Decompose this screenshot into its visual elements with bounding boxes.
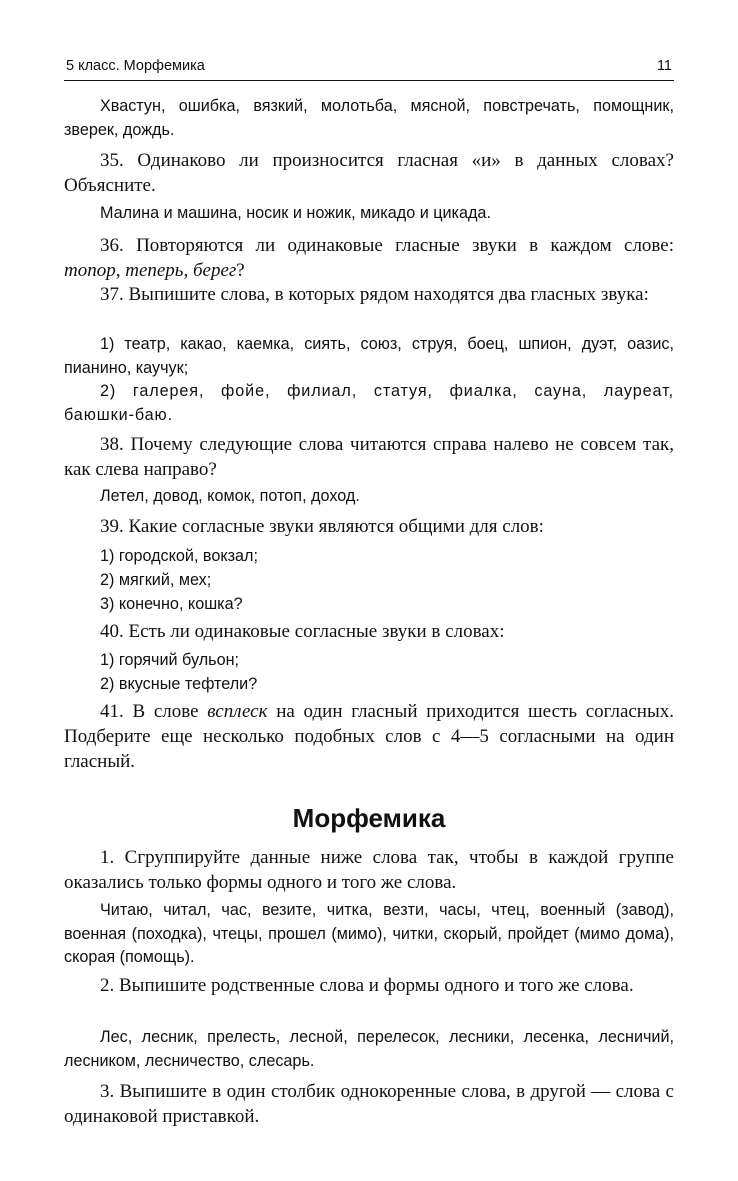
morphemics-question-3: 3. Выпишите в один столбик однокоренные слова, в другой — слова с одинаковой приставкой. <box>64 1081 674 1127</box>
running-header <box>64 56 674 81</box>
question-38: 38. Почему следующие слова читаются справа налево не совсем так, как слева направо? <box>64 434 674 480</box>
list-item: 3) конечно, кошка? <box>100 595 243 613</box>
question-40-list <box>64 648 674 696</box>
question-41-word: всплеск <box>207 701 268 722</box>
example-words: Хвастун, ошибка, вязкий, молотьба, мясной, повстречать, помощник, зверек, дождь. <box>64 97 674 139</box>
question-36-end: ? <box>236 260 245 281</box>
question-35: 35. Одинаково ли произносится гласная «и» в данных словах? Объясните. <box>64 150 674 196</box>
example-words: Лес, лесник, прелесть, лесной, перелесок, лесники, лесенка, лесничий, лесником, лесничество, слесарь. <box>64 1028 674 1070</box>
list-item: 1) горячий бульон; <box>100 651 240 669</box>
page-number: 11 <box>656 58 672 74</box>
word-list-1: 1) театр, какао, каемка, сиять, союз, струя, боец, шпион, дуэт, оазис, пианино, каучук; <box>64 335 674 377</box>
question-36 <box>64 233 674 283</box>
question-41-text: 41. В слове <box>100 701 208 722</box>
example-words: Малина и машина, носик и ножик, микадо и цикада. <box>100 204 491 222</box>
question-36-words: топор, теперь, берег <box>64 260 237 281</box>
running-title: 5 класс. Морфемика <box>66 58 205 74</box>
question-40: 40. Есть ли одинаковые согласные звуки в словах: <box>100 621 505 642</box>
example-words: Летел, довод, комок, потоп, доход. <box>100 487 360 505</box>
question-37: 37. Выпишите слова, в которых рядом находятся два гласных звука: <box>100 284 649 305</box>
morphemics-question-1: 1. Сгруппируйте данные ниже слова так, чтобы в каждой группе оказались только формы одного и того же слова. <box>64 847 674 893</box>
question-36-text: 36. Повторяются ли одинаковые гласные звуки в каждом слове: <box>100 235 674 256</box>
list-item: 1) городской, вокзал; <box>100 547 258 565</box>
question-39: 39. Какие согласные звуки являются общими для слов: <box>100 516 544 537</box>
question-41 <box>64 699 674 774</box>
list-item: 2) вкусные тефтели? <box>100 675 258 693</box>
morphemics-question-2: 2. Выпишите родственные слова и формы одного и того же слова. <box>100 975 634 996</box>
word-list-2: 2) галерея, фойе, филиал, статуя, фиалка, сауна, лауреат, баюшки-баю. <box>64 382 674 424</box>
question-39-list <box>64 544 674 616</box>
section-title: Морфемика <box>292 803 446 833</box>
list-item: 2) мягкий, мех; <box>100 571 212 589</box>
example-words: Читаю, читал, час, везите, читка, везти, часы, чтец, военный (завод), военная (походка), чтецы, прошел (мимо), читки, скорый, пройдет (мимо дома), скорая (помощь). <box>64 901 674 966</box>
question-41-rest: на один гласный приходится шесть согласных. Подберите еще несколько подобных слов с 4—5 согласными на один гласный. <box>64 701 674 772</box>
